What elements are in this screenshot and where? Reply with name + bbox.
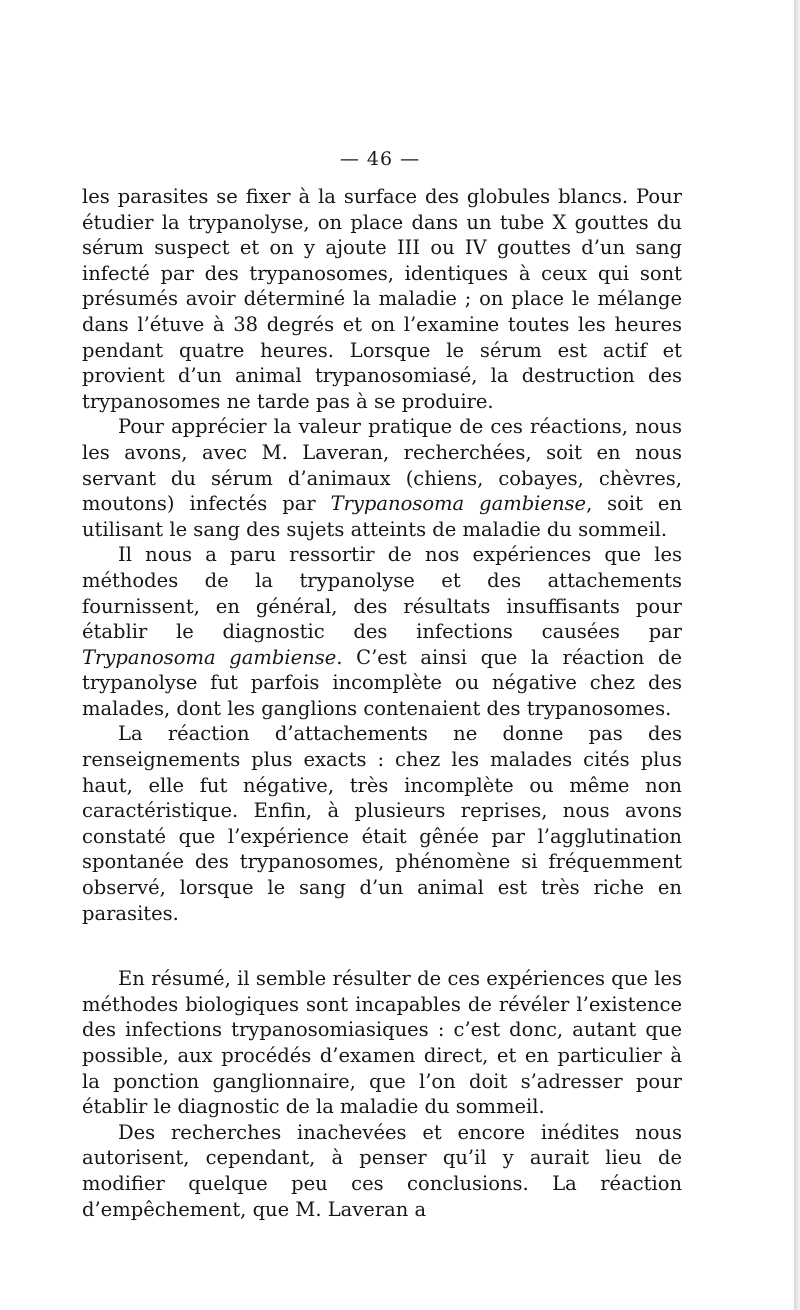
paragraph-p6 [82, 1120, 682, 1222]
scan-edge [794, 0, 800, 1310]
species-name: Trypanosoma gambiense [330, 492, 587, 516]
text-segment: . C’est ainsi que la réaction de trypanolyse fut parfois incomplète ou négative chez des malades, dont les ganglions contenaient des trypanosomes. [82, 645, 682, 720]
text-segment: Des recherches inachevées et encore inédites nous autorisent, cependant, à penser qu’il y aurait lieu de modifier quelque peu ces conclusions. La réaction d’empêchement, que M. Laveran a [82, 1120, 682, 1221]
species-name: Trypanosoma gambiense [82, 645, 337, 669]
paragraph-p1 [82, 184, 682, 414]
text-segment: Il nous a paru ressortir de nos expériences que les méthodes de la trypanolyse et des attachements fournissent, en général, des résultats insuffisants pour établir le diagnostic des infections causées par [82, 543, 682, 644]
paragraph-p3 [82, 542, 682, 721]
paragraph-p5 [82, 966, 682, 1120]
text-segment: La réaction d’attachements ne donne pas des renseignements plus exacts : chez les malades cités plus haut, elle fut négative, très incomplète ou même non caractéristique. Enfin, à plusieurs reprises, nous avons constaté que l’expérience était gênée par l’agglutination spontanée des trypanosomes, phénomène si fréquemment observé, lorsque le sang d’un animal est très riche en parasites. [82, 722, 682, 925]
text-segment: , soit en utilisant le sang des sujets atteints de maladie du sommeil. [82, 492, 683, 541]
paragraph-p2 [82, 414, 682, 542]
page-number: — 46 — [339, 148, 421, 170]
text-segment: Pour apprécier la valeur pratique de ces réactions, nous les avons, avec M. Laveran, recherchées, soit en nous servant du sérum d’animaux (chiens, cobayes, chèvres, moutons) infectés par [82, 415, 682, 516]
paragraph-p4 [82, 721, 682, 926]
text-segment: En résumé, il semble résulter de ces expériences que les méthodes biologiques sont incapables de révéler l’existence des infections trypanosomiasiques : c’est donc, autant que possible, aux procédés d’examen direct, et en particulier à la ponction ganglionnaire, que l’on doit s’adresser pour établir le diagnostic de la maladie du sommeil. [82, 967, 682, 1119]
body-text [82, 184, 682, 1222]
section-break [82, 926, 682, 966]
text-segment: les parasites se fixer à la surface des globules blancs. Pour étudier la trypanolyse, on place dans un tube X gouttes du sérum suspect et on y ajoute III ou IV gouttes d’un sang infecté par des trypanosomes, identiques à ceux qui sont présumés avoir déterminé la maladie ; on place le mélange dans l’étuve à 38 degrés et on l’examine toutes les heures pendant quatre heures. Lorsque le sérum est actif et provient d’un animal trypanosomiasé, la destruction des trypanosomes ne tarde pas à se produire. [82, 185, 682, 413]
